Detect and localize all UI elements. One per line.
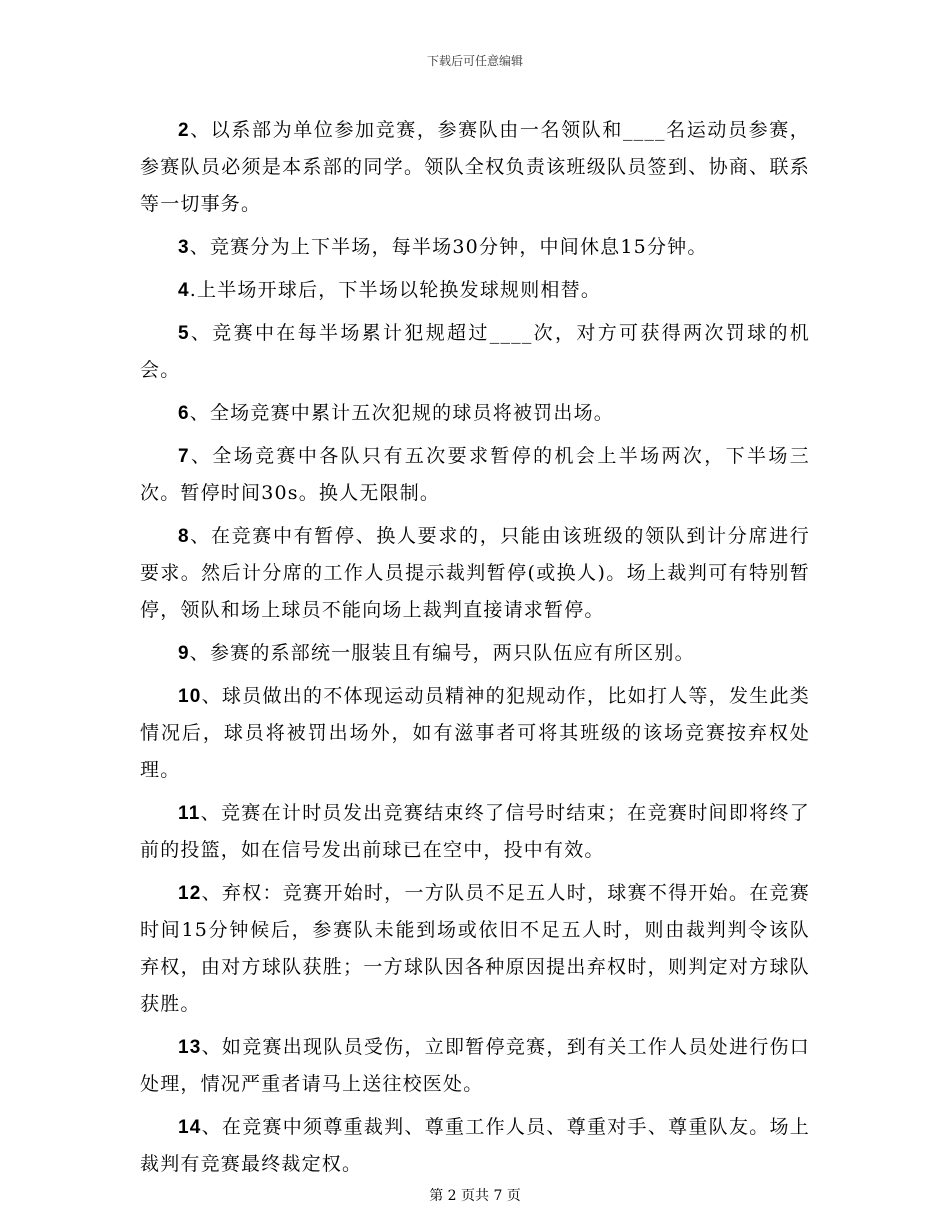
rule-separator: 、 [189, 402, 210, 424]
rule-separator: . [189, 279, 198, 301]
rule-paragraph [140, 229, 810, 266]
page-number-footer: 第 2 页共 7 页 [429, 1188, 521, 1204]
rule-paragraph [140, 438, 810, 512]
rule-number: 12 [178, 883, 202, 904]
rule-paragraph [140, 272, 810, 309]
rule-paragraph [140, 395, 810, 432]
rule-separator: 、 [189, 445, 213, 467]
rule-separator: 、 [201, 882, 222, 904]
rule-number: 11 [178, 803, 201, 824]
rule-text: 在竞赛中须尊重裁判、尊重工作人员、尊重对手、尊重队友。场上裁判有竞赛最终裁定权。 [140, 1116, 810, 1175]
rule-separator: 、 [189, 642, 210, 664]
rule-text: 参赛的系部统一服装且有编号，两只队伍应有所区别。 [209, 642, 695, 664]
rule-number: 8 [178, 526, 190, 547]
rule-separator: 、 [189, 525, 211, 547]
rule-text: 在竞赛中有暂停、换人要求的，只能由该班级的领队到计分席进行要求。然后计分席的工作人员提示裁判暂停(或换人)。场上裁判可有特别暂停，领队和场上球员不能向场上裁判直接请求暂停。 [140, 525, 810, 621]
rule-number: 5 [178, 323, 190, 344]
rule-number: 7 [178, 446, 190, 467]
rule-separator: 、 [189, 322, 213, 344]
rule-separator: 、 [189, 119, 211, 141]
rule-number: 3 [178, 237, 190, 258]
rule-number: 10 [178, 686, 202, 707]
rule-text: 全场竞赛中各队只有五次要求暂停的机会上半场两次，下半场三次。暂停时间30s。换人无限制。 [140, 445, 810, 504]
rule-text: 竞赛中在每半场累计犯规超过____次，对方可获得两次罚球的机会。 [140, 322, 810, 381]
rule-number: 13 [178, 1037, 202, 1058]
rule-paragraph [140, 635, 810, 672]
rule-separator: 、 [201, 685, 222, 707]
rule-number: 2 [178, 120, 190, 141]
rule-paragraph [140, 315, 810, 389]
rule-paragraph [140, 112, 810, 223]
rule-text: 全场竞赛中累计五次犯规的球员将被罚出场。 [209, 402, 614, 424]
rule-text: 球员做出的不体现运动员精神的犯规动作，比如打人等，发生此类情况后，球员将被罚出场外，如有滋事者可将其班级的该场竞赛按弃权处理。 [140, 685, 810, 781]
rule-paragraph [140, 518, 810, 629]
rule-number: 14 [178, 1117, 202, 1138]
rule-paragraph [140, 1109, 810, 1183]
rule-paragraph [140, 875, 810, 1023]
rule-text: 上半场开球后，下半场以轮换发球规则相替。 [197, 279, 602, 301]
document-body [140, 112, 810, 1189]
rule-separator: 、 [201, 1036, 222, 1058]
rule-text: 以系部为单位参加竞赛，参赛队由一名领队和____名运动员参赛，参赛队员必须是本系部的同学。领队全权负责该班级队员签到、协商、联系等一切事务。 [140, 119, 810, 215]
rule-paragraph [140, 795, 810, 869]
rule-separator: 、 [200, 802, 221, 824]
rule-number: 6 [178, 403, 190, 424]
page-header: 下载后可任意编辑 [426, 54, 523, 68]
rule-number: 4 [178, 280, 190, 301]
rule-separator: 、 [201, 1116, 222, 1138]
rule-number: 9 [178, 643, 190, 664]
rule-text: 竞赛分为上下半场，每半场30分钟，中间休息15分钟。 [209, 236, 708, 258]
rule-text: 弃权：竞赛开始时，一方队员不足五人时，球赛不得开始。在竞赛时间15分钟候后，参赛队未能到场或依旧不足五人时，则由裁判判令该队弃权，由对方球队获胜；一方球队因各种原因提出弃权时，则判定对方球队获胜。 [140, 882, 810, 1015]
rule-text: 如竞赛出现队员受伤，立即暂停竞赛，到有关工作人员处进行伤口处理，情况严重者请马上送往校医处。 [140, 1036, 810, 1095]
rule-paragraph [140, 1029, 810, 1103]
rule-separator: 、 [189, 236, 210, 258]
rule-paragraph [140, 678, 810, 789]
rule-text: 竞赛在计时员发出竞赛结束终了信号时结束；在竞赛时间即将终了前的投篮，如在信号发出前球已在空中，投中有效。 [140, 802, 810, 861]
